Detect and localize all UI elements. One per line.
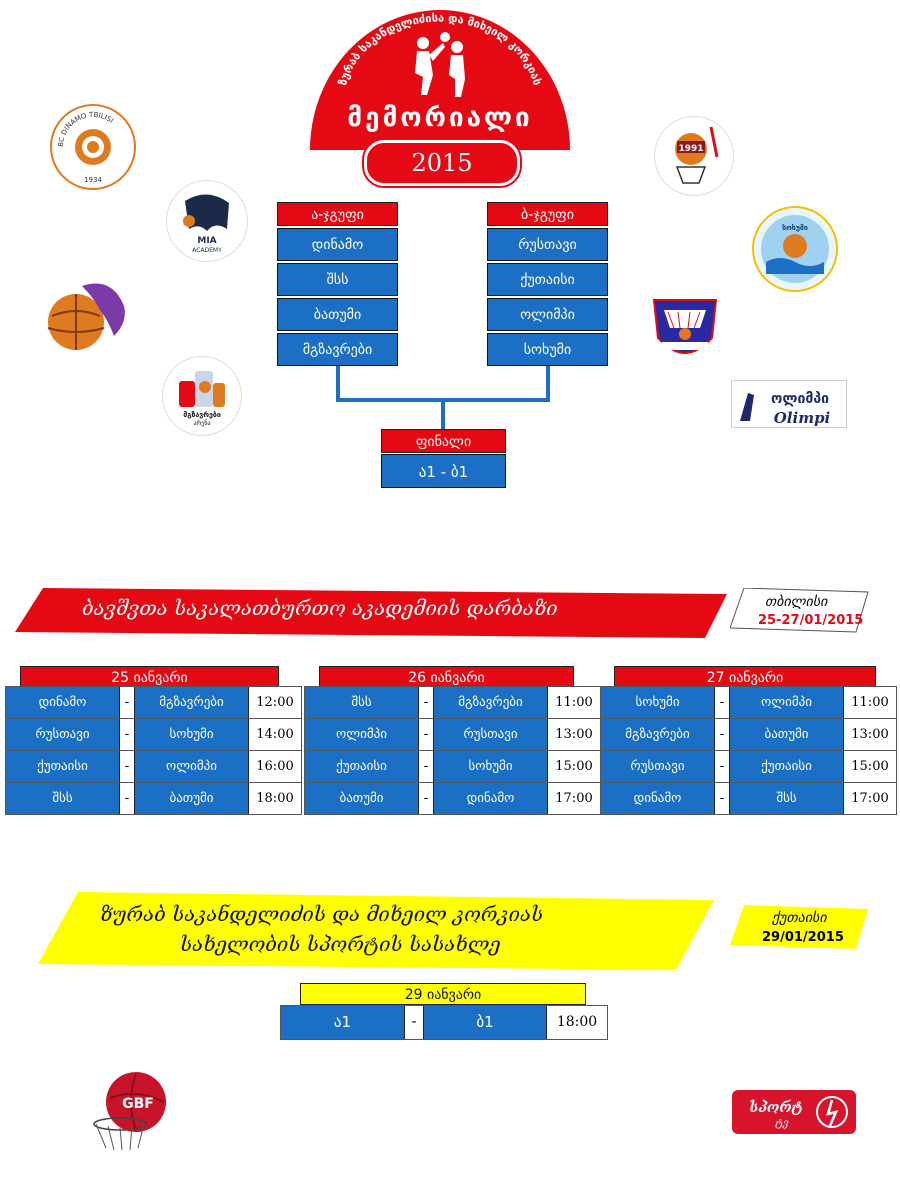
group-a-team: დინამო [277,228,398,261]
home-team: დინამო [6,687,120,718]
dinamo-year: 1934 [84,176,102,184]
player-icon [740,393,754,421]
versus-dash: - [120,783,135,814]
match-time: 12:00 [249,687,301,718]
versus-dash: - [120,751,135,782]
sport-tv-sub: ტვ [775,1118,789,1129]
schedule-table-day3 [600,686,897,815]
away-team: დინამო [434,783,548,814]
ball-icon [183,215,195,227]
match-row [6,750,301,782]
final-label: ფინალი [381,429,506,453]
versus-dash: - [715,687,730,718]
mia-sub: ACADEMY [192,247,222,254]
match-time: 15:00 [844,751,896,782]
match-row [305,782,600,814]
away-team: ბათუმი [730,719,844,750]
versus-dash: - [419,719,434,750]
day-header: 27 იანვარი [614,666,876,688]
away-team: ოლიმპი [730,687,844,718]
schedule-table-day1 [5,686,302,815]
final-day-row [280,1005,608,1040]
home-team: ბათუმი [305,783,419,814]
group-b-team: რუსთავი [487,228,608,261]
venue1-date: 25-27/01/2015 [758,613,864,628]
venue2-name-line2: სახელობის სპორტის სასახლე [180,932,501,956]
bracket-line [336,366,340,400]
group-b-team: ოლიმპი [487,298,608,331]
match-row [305,750,600,782]
home-team: შსს [305,687,419,718]
away-team: სოხუმი [434,751,548,782]
olimpi-geo-text: ოლიმპი [771,391,829,407]
home-team: შსს [6,783,120,814]
group-a-team: მგზავრები [277,333,398,366]
sport-tv-text: სპორტ [749,1100,803,1116]
versus-dash: - [120,719,135,750]
batumi-dolphin-logo [42,276,132,356]
group-b-team: სოხუმი [487,333,608,366]
tournament-year: 2015 [364,140,520,186]
match-time: 11:00 [844,687,896,718]
versus-dash: - [715,751,730,782]
match-time: 18:00 [249,783,301,814]
final-match: ა1 - ბ1 [381,454,506,488]
versus-dash: - [419,687,434,718]
mgzavrebi-logo-sub: არენა [193,420,211,427]
match-row [6,687,301,718]
dinamo-logo [50,104,136,190]
match-time: 17:00 [548,783,600,814]
dinamo-ring-text: BC DINAMO TBILISI [56,110,115,148]
tournament-title: მემორიალი [347,103,533,133]
final-away: ბ1 [424,1006,547,1039]
venue2-date: 29/01/2015 [762,930,844,945]
mgzavrebi-logo [162,356,242,436]
match-time: 16:00 [249,751,301,782]
match-time: 13:00 [844,719,896,750]
match-row [601,750,896,782]
group-b [487,202,608,366]
venue1-city: თბილისი [765,594,828,610]
versus-dash: - [419,783,434,814]
away-team: შსს [730,783,844,814]
venue1-name: ბავშვთა საკალათბურთო აკადემიის დარბაზი [82,596,558,620]
versus-dash: - [715,719,730,750]
match-row [6,718,301,750]
away-team: რუსთავი [434,719,548,750]
home-team: ოლიმპი [305,719,419,750]
home-team: რუსთავი [6,719,120,750]
sokhumi-logo [752,206,838,292]
final-day-header: 29 იანვარი [300,983,586,1005]
home-team: სოხუმი [601,687,715,718]
away-team: მგზავრები [135,687,249,718]
bracket-line [546,366,550,400]
versus-dash: - [120,687,135,718]
group-a-team: ბათუმი [277,298,398,331]
group-b-team: ქუთაისი [487,263,608,296]
player-icon [828,1100,836,1126]
rustavi-logo [654,116,734,196]
day-header: 25 იანვარი [20,666,279,688]
gbf-text: GBF [122,1096,154,1112]
match-row [601,782,896,814]
kutaisi-shield-logo [648,294,722,368]
home-team: დინამო [601,783,715,814]
match-row [601,687,896,718]
olimpi-logo [731,380,847,428]
day-header: 26 იანვარი [319,666,574,688]
away-team: ოლიმპი [135,751,249,782]
match-time: 15:00 [548,751,600,782]
home-team: ქუთაისი [305,751,419,782]
basket-icon [677,167,705,183]
versus-dash: - [419,751,434,782]
home-team: რუსთავი [601,751,715,782]
match-row [6,782,301,814]
gbf-logo [86,1068,176,1152]
away-team: სოხუმი [135,719,249,750]
group-a-team: შსს [277,263,398,296]
final-time: 18:00 [547,1006,607,1039]
group-b-label: ბ-ჯგუფი [487,202,608,226]
mgzavrebi-logo-text: მგზავრები [183,411,221,419]
away-team: ბათუმი [135,783,249,814]
away-team: ქუთაისი [730,751,844,782]
away-team: მგზავრები [434,687,548,718]
bracket-line [441,400,445,430]
mia-text: MIA [197,236,217,246]
mia-academy-logo [166,180,248,262]
home-team: ქუთაისი [6,751,120,782]
venue2-city: ქუთაისი [772,910,827,926]
match-time: 13:00 [548,719,600,750]
match-row [601,718,896,750]
group-a [277,202,398,366]
header-arch-text: ზურაბ საკანდელიძისა და მიხეილ კორკიას [336,11,544,87]
olimpi-lat-text: Olimpi [773,409,831,427]
versus-dash: - [715,783,730,814]
match-row [305,687,600,718]
home-team: მგზავრები [601,719,715,750]
rustavi-year: 1991 [678,144,704,154]
group-a-label: ა-ჯგუფი [277,202,398,226]
sport-tv-logo [732,1090,856,1134]
match-time: 11:00 [548,687,600,718]
match-time: 17:00 [844,783,896,814]
final-home: ა1 [281,1006,405,1039]
final-dash: - [405,1006,424,1039]
sokhumi-text: სოხუმი [782,224,808,232]
schedule-table-day2 [304,686,601,815]
match-row [305,718,600,750]
match-time: 14:00 [249,719,301,750]
venue2-name-line1: ზურაბ საკანდელიძის და მიხეილ კორკიას [100,902,544,926]
